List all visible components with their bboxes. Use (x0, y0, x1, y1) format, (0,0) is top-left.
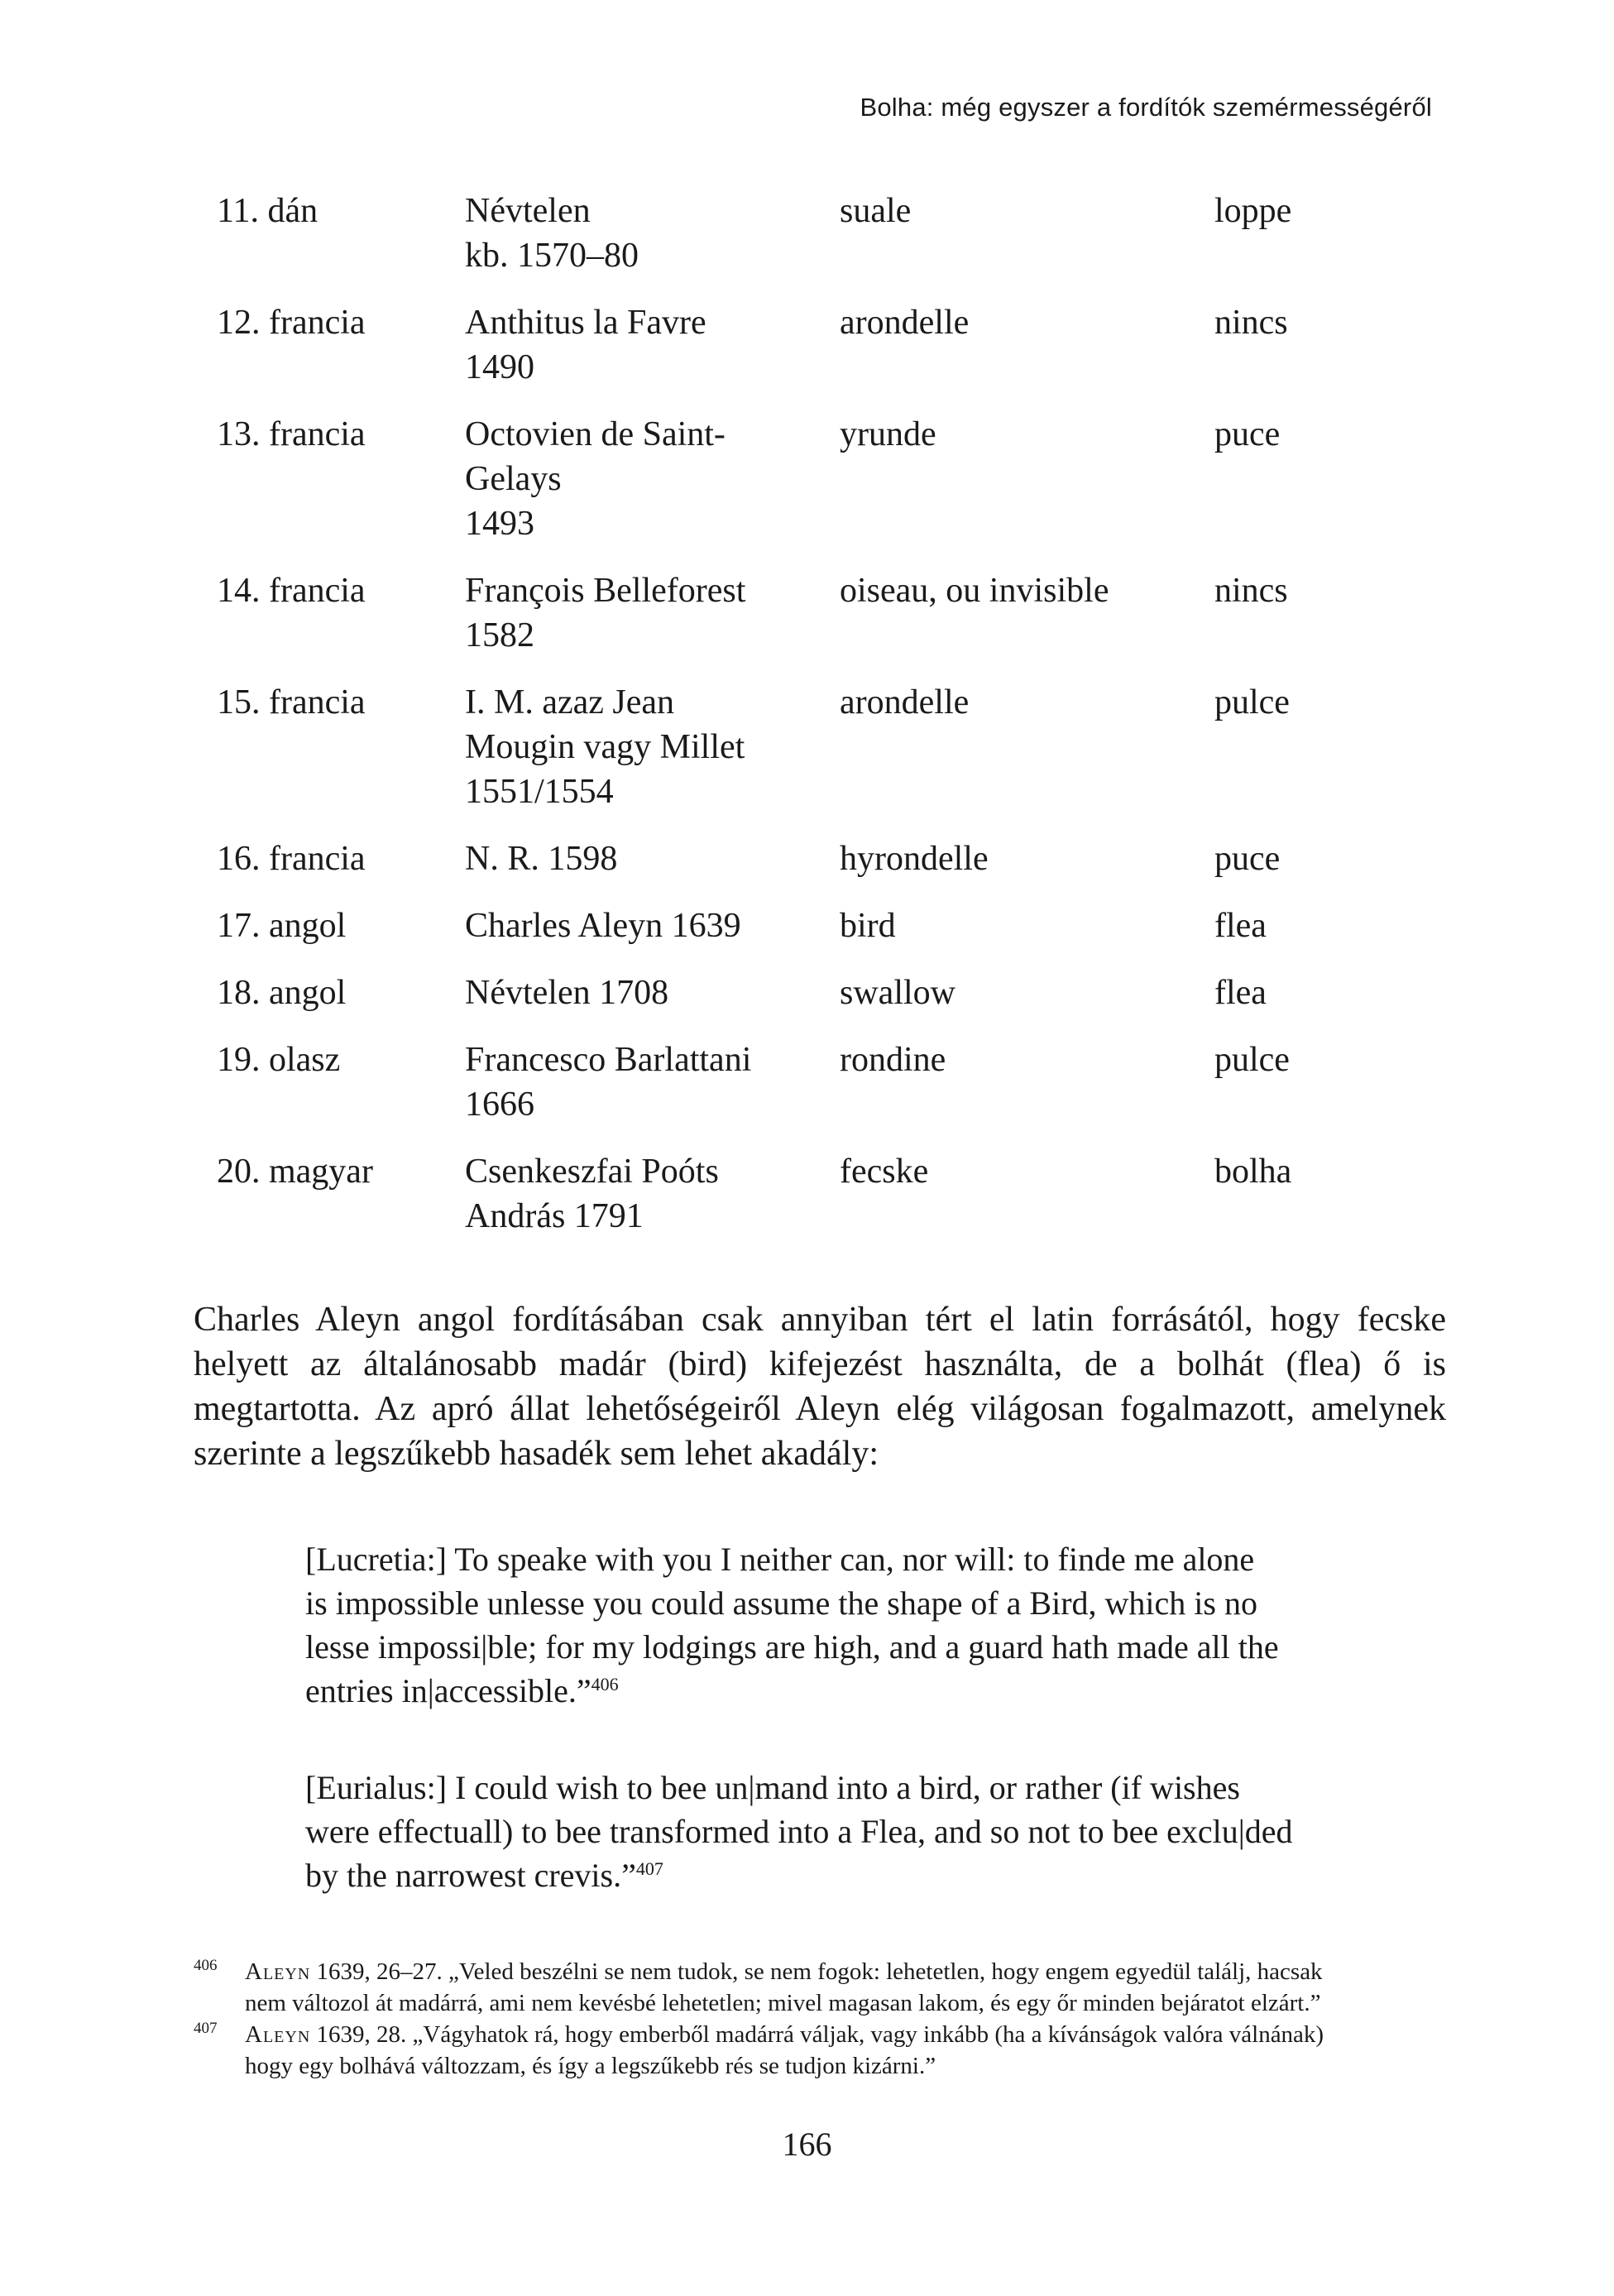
row-number-language: 11. dán (217, 192, 318, 230)
footnote-ref-406[interactable]: 406 (591, 1674, 619, 1694)
row-number-language: 16. francia (217, 840, 366, 878)
quote-text: by the narrowest crevis.” (305, 1857, 636, 1894)
row-number-language: 14. francia (217, 572, 366, 610)
insect-word: pulce (1214, 683, 1290, 721)
row-number-language: 15. francia (217, 683, 366, 721)
footnote-407 (194, 2019, 1451, 2082)
translator: Névtelen 1708 (465, 974, 669, 1012)
quote-line: lesse impossi|ble; for my lodgings are high, and a guard hath made all the (305, 1628, 1279, 1666)
row-number-language: 18. angol (217, 974, 347, 1012)
translations-table (217, 189, 1458, 1261)
table-row (217, 568, 1458, 658)
translator: François Belleforest 1582 (465, 572, 746, 654)
quote-text: entries in|accessible.” (305, 1672, 591, 1709)
body-paragraph: Charles Aleyn angol fordításában csak annyiban tért el latin forrásától, hogy fecske helyett az általánosabb madár (bird) kifejezést használta, de a bolhát (flea) ő is megtartotta. Az apró állat lehetőségeiről Aleyn elég világosan fogalmazott, amelynek szerinte a legszűkebb hasadék sem lehet akadály: (194, 1301, 1446, 1473)
table-row (217, 971, 1458, 1015)
row-number-language: 19. olasz (217, 1041, 341, 1079)
insect-word: puce (1214, 840, 1281, 878)
translator: Névtelen kb. 1570–80 (465, 192, 639, 275)
quote-line: [Eurialus:] I could wish to bee un|mand into a bird, or rather (if wishes (305, 1769, 1240, 1806)
bird-word: suale (840, 192, 912, 230)
table-row (217, 836, 1458, 881)
insect-word: pulce (1214, 1041, 1290, 1079)
quote-line: were effectuall) to bee transformed into a Flea, and so not to bee exclu|ded (305, 1813, 1293, 1850)
footnote-text: 1639, 28. „Vágyhatok rá, hogy emberből madárrá váljak, vagy inkább (ha a kívánságok valóra válnának) (310, 2021, 1324, 2048)
footnote-number: 407 (194, 2020, 218, 2037)
block-quote-eurialus (305, 1766, 1356, 1897)
insect-word: puce (1214, 415, 1281, 453)
insect-word: flea (1214, 974, 1267, 1012)
row-number-language: 20. magyar (217, 1153, 373, 1191)
quote-line: is impossible unlesse you could assume the shape of a Bird, which is no (305, 1584, 1257, 1622)
table-row (217, 412, 1458, 546)
row-number-language: 13. francia (217, 415, 366, 453)
footnote-line: hogy egy bolhává változzam, és így a legszűkebb rés se tudjon kizárni.” (245, 2053, 936, 2079)
bird-word: yrunde (840, 415, 936, 453)
translator: Csenkeszfai Poóts András 1791 (465, 1153, 719, 1235)
translator: I. M. azaz Jean Mougin vagy Millet 1551/1554 (465, 683, 745, 811)
translator: N. R. 1598 (465, 840, 618, 878)
quote-line-last (305, 1853, 1356, 1897)
table-row (217, 1149, 1458, 1239)
table-row (217, 189, 1458, 278)
translator: Octovien de Saint- Gelays 1493 (465, 415, 726, 543)
insect-word: nincs (1214, 572, 1288, 610)
bird-word: swallow (840, 974, 955, 1012)
footnote-line (245, 2019, 1451, 2050)
bird-word: fecske (840, 1153, 929, 1191)
table-row (217, 1038, 1458, 1127)
footnotes (194, 1956, 1451, 2082)
quote-line-last (305, 1669, 1356, 1713)
page-number: 166 (782, 2126, 832, 2163)
translator: Anthitus la Favre 1490 (465, 304, 706, 386)
footnote-line (245, 1956, 1451, 1987)
insect-word: flea (1214, 907, 1267, 945)
footnote-author: Aleyn (245, 1958, 311, 1985)
bird-word: oiseau, ou invisible (840, 572, 1109, 610)
quote-line: [Lucretia:] To speake with you I neither can, nor will: to finde me alone (305, 1541, 1255, 1578)
bird-word: arondelle (840, 683, 970, 721)
table-row (217, 680, 1458, 814)
bird-word: bird (840, 907, 896, 945)
row-number-language: 17. angol (217, 907, 347, 945)
bird-word: rondine (840, 1041, 946, 1079)
footnote-author: Aleyn (245, 2021, 311, 2048)
insect-word: bolha (1214, 1153, 1292, 1191)
footnote-406 (194, 1956, 1451, 2019)
block-quote-lucretia (305, 1537, 1356, 1713)
row-number-language: 12. francia (217, 304, 366, 342)
running-head: Bolha: még egyszer a fordítók szemérmességéről (860, 93, 1432, 122)
footnote-number: 406 (194, 1957, 218, 1974)
insect-word: nincs (1214, 304, 1288, 342)
translator: Francesco Barlattani 1666 (465, 1041, 752, 1124)
footnote-ref-407[interactable]: 407 (635, 1858, 663, 1879)
insect-word: loppe (1214, 192, 1292, 230)
footnote-text: 1639, 26–27. „Veled beszélni se nem tudok, se nem fogok: lehetetlen, hogy engem egyedül találj, hacsak (310, 1958, 1323, 1985)
table-row (217, 904, 1458, 948)
bird-word: arondelle (840, 304, 970, 342)
footnote-line: nem változol át madárrá, ami nem kevésbé lehetetlen; mivel magasan lakom, és egy őr minden bejáratot elzárt.” (245, 1990, 1321, 2016)
bird-word: hyrondelle (840, 840, 989, 878)
table-row (217, 300, 1458, 390)
translator: Charles Aleyn 1639 (465, 907, 741, 945)
